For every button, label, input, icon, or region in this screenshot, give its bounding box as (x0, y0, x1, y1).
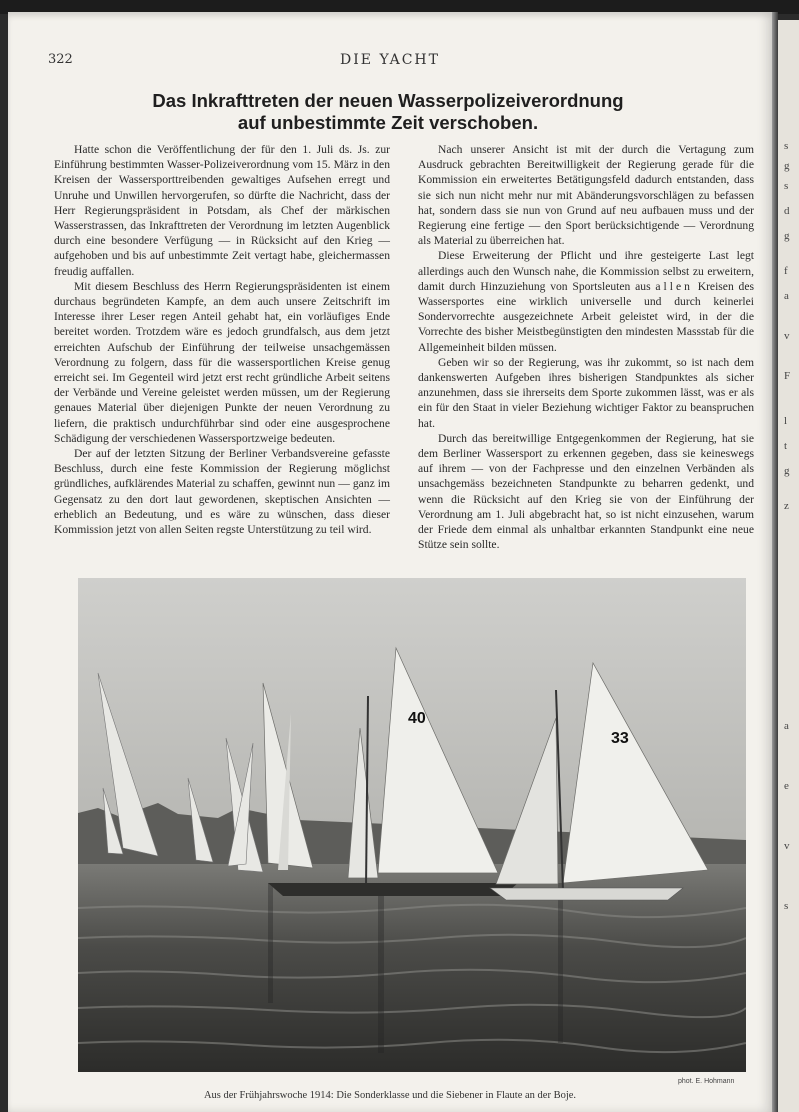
sailboats-photo (78, 578, 746, 1072)
paragraph: Hatte schon die Veröffentlichung der für den 1. Juli ds. Js. zur Einführung bestimmten Wasser-Polizeiverordnung vom 15. März in den Kreisen der Wassersporttreibenden gewaltiges Aufsehen erregt und Unruhe und Unwillen hervorgerufen, so dürfte die Nachricht, dass der Herr Regierungspräsident in Potsdam, als Chef der märkischen Wasserstrassen, das Inkrafttreten der Verordnung im letzten Augenblick durch eine besondere Verfügung — in Rücksicht auf den Krieg — aufgehoben und bis auf unbestimmte Zeit vertagt habe, gleichermassen freudig auffallen. (54, 143, 390, 278)
page-number: 322 (48, 52, 73, 67)
sailboats-illustration (78, 578, 746, 1072)
paragraph: Nach unserer Ansicht ist mit der durch die Vertagung zum Ausdruck gebrachten Bereitwilligkeit der Regierung gerade für die Kommission ein erweitertes Betätigungsfeld dadurch entstanden, dass sie sich nun nicht mehr nur mit Abänderungsvorschlägen zu befassen hat, sondern dass sie nun von Grund auf neu aufbauen muss und der Regierung eine fertige — den Sport berücksichtigende — Verordnung als Material zu überreichen hat. (418, 143, 754, 248)
article-title (68, 90, 708, 134)
left-column (54, 142, 390, 537)
photo-credit: phot. E. Hohmann (678, 1078, 735, 1085)
fragment: s (784, 180, 789, 192)
fragment: a (784, 290, 789, 302)
article-title-line2: auf unbestimmte Zeit verschoben. (237, 112, 539, 133)
sail-number-33: 33 (611, 730, 629, 747)
paragraph: Geben wir so der Regierung, was ihr zukommt, so ist nach dem dankenswerten Aufgeben ihres bisherigen Standpunktes als sicher anzunehmen, dass sie ihrerseits dem Sporte zukommen lässt, was er als ein für den Staat in vieler Beziehung wichtiger Faktor zu beanspruchen hat. (418, 355, 754, 430)
text-run: Diese Erweiterung der Pflicht und ihre gesteigerte Last legt allerdings auch den Wunsch nahe, die Kommission selbst zu erweitern, damit durch Hinzuziehung von Sportsleuten aus (418, 249, 754, 293)
fragment: v (784, 840, 790, 852)
fragment: s (784, 140, 789, 152)
fragment: s (784, 900, 789, 912)
fragment: g (784, 230, 790, 242)
fragment: l (784, 415, 788, 427)
fragment: e (784, 780, 789, 792)
fragment: t (784, 440, 788, 452)
spaced-emphasis: allen (655, 279, 693, 293)
paragraph: Durch das bereitwillige Entgegenkommen der Regierung, hat sie dem Berliner Wassersport zu erkennen gegeben, dass sie keineswegs auf ihrem — von der Fachpresse und den einzelnen Verbänden als unsachgemäss bezeichneten Standpunkte zu beharren gedenkt, und wenn die Rücksicht auf den Krieg sie von der Einführung der Verordnung am 1. Juli abgebracht hat, so ist nicht einzusehen, warum der Friede dem einmal als unhaltbar erkannten Standpunkt eine neue Stütze sein sollte. (418, 431, 754, 552)
sail-number-40: 40 (408, 710, 426, 727)
fragment: z (784, 500, 789, 512)
paragraph (418, 248, 754, 354)
running-title: DIE YACHT (340, 52, 440, 68)
fragment: v (784, 330, 790, 342)
photo-caption: Aus der Frühjahrswoche 1914: Die Sonderklasse und die Siebener in Flaute an der Boje. (203, 1090, 577, 1101)
text-run: Kreisen des Wassersportes eine wirklich universelle und durch keinerlei Sondervorrechte ausgezeichnete Arbeit geleistet wird, in der die Vorrechte des bisher Meistbegünstigten den mindesten Massstab für die Allgemeinheit bilden müssen. (418, 279, 754, 354)
fragment: d (784, 205, 790, 217)
paragraph: Der auf der letzten Sitzung der Berliner Verbandsvereine gefasste Beschluss, durch eine feste Kommission der Regierung möglichst gründliches, aufklärendes Material zu schaffen, gewinnt nun — ganz im Gegensatz zu den dort laut gewordenen, skeptischen Ansichten — erheblich an Bedeutung, und es wäre zu wünschen, dass dieser Kommission jetzt von allen Seiten regste Unterstützung zu teil wird. (54, 447, 390, 537)
right-column (418, 142, 754, 552)
fragment: f (784, 265, 788, 277)
fragment: g (784, 465, 790, 477)
article-title-line1: Das Inkrafttreten der neuen Wasserpolizeiverordnung (152, 90, 624, 111)
paragraph: Mit diesem Beschluss des Herrn Regierungspräsidenten ist einem durchaus begründeten Kampfe, an dem auch unsere Zeitschrift im Interesse ihrer Leser regen Anteil gehabt hat, ein vorläufiges Ende bereitet worden. Trotzdem wäre es jedoch grundfalsch, aus dem jetzt erreichten Aufschub der Einführung der teilweise unsachgemässen Verordnung zu folgern, dass für die wassersportlichen Kreise genug erreicht sei. Im Gegenteil wird jetzt erst recht gründliche Arbeit seitens der Verbände und Vereine geleistet werden müssen, um der Regierung genaues Material über diejenigen Punkte der neuen Verordnung zu liefern, die praktisch undurchführbar sind oder eine ausgesprochene Schädigung der verschiedenen Wassersportzweige bedeuten. (54, 279, 390, 445)
adjacent-page-edge (778, 20, 799, 1112)
fragment: a (784, 720, 789, 732)
magazine-page (8, 12, 772, 1112)
fragment: g (784, 160, 790, 172)
fragment: F (784, 370, 791, 382)
